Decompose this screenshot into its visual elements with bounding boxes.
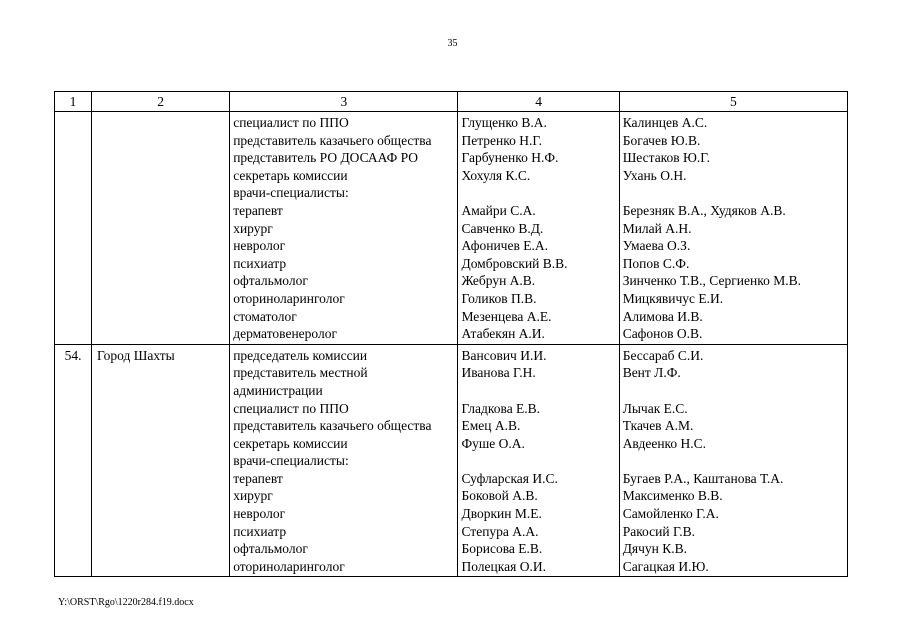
- main-member: Мезенцева А.Е.: [461, 308, 552, 324]
- reserve-member: Ткачев А.М.: [622, 418, 694, 434]
- commission-role: хирург: [233, 488, 273, 504]
- municipality-name: [92, 112, 230, 345]
- reserve-member: Ракосий Г.В.: [622, 523, 695, 539]
- reserve-member: Зинченко Т.В., Сергиенко М.В.: [622, 273, 801, 289]
- reserve-member: Березняк В.А., Худяков А.В.: [622, 202, 786, 218]
- column-header-3: 3: [230, 92, 458, 112]
- column-header-5: 5: [619, 92, 847, 112]
- reserve-member: Лычак Е.С.: [622, 400, 688, 416]
- commission-role: специалист по ППО: [233, 400, 349, 416]
- column-header-1: 1: [55, 92, 92, 112]
- reserve-member-cell: [619, 344, 847, 577]
- column-header-4: 4: [458, 92, 619, 112]
- reserve-member: Алимова И.В.: [622, 308, 703, 324]
- commission-role: врачи-специалисты:: [233, 185, 349, 201]
- main-member: Дворкин М.Е.: [461, 506, 542, 522]
- commission-role: терапевт: [233, 202, 283, 218]
- commission-role: психиатр: [233, 523, 287, 539]
- reserve-member: Шестаков Ю.Г.: [622, 150, 710, 166]
- commission-role: офтальмолог: [233, 273, 308, 289]
- commission-role: представитель РО ДОСААФ РО: [233, 150, 419, 166]
- main-member: Глущенко В.А.: [461, 115, 547, 130]
- municipality-name: Город Шахты: [92, 344, 230, 577]
- commission-role: невролог: [233, 506, 286, 522]
- main-member: Гарбуненко Н.Ф.: [461, 150, 559, 166]
- main-member-cell: [458, 344, 619, 577]
- reserve-member: Максименко В.В.: [622, 488, 723, 504]
- reserve-member: Авдеенко Н.С.: [622, 435, 707, 451]
- header-row: [55, 92, 848, 112]
- commission-role: представитель местной: [233, 365, 368, 381]
- reserve-member: Богачев Ю.В.: [622, 132, 701, 148]
- commission-role: невролог: [233, 238, 286, 254]
- commission-table: [54, 91, 848, 577]
- commission-role: секретарь комиссии: [233, 435, 348, 451]
- commission-role: хирург: [233, 220, 273, 236]
- reserve-member: Сагацкая И.Ю.: [622, 558, 709, 574]
- reserve-member: Вент Л.Ф.: [622, 365, 681, 381]
- main-member: Полецкая О.И.: [461, 558, 546, 574]
- reserve-member: Умаева О.З.: [622, 238, 691, 254]
- main-member: Атабекян А.И.: [461, 326, 545, 342]
- reserve-member: Ухань О.Н.: [622, 167, 687, 183]
- reserve-member: Дячун К.В.: [622, 541, 688, 557]
- commission-role: администрации: [233, 382, 323, 398]
- reserve-member-cell: [619, 112, 847, 345]
- reserve-member: Самойленко Г.А.: [622, 506, 719, 522]
- commission-role: стоматолог: [233, 308, 297, 324]
- main-member: Емец А.В.: [461, 418, 521, 434]
- page-number: 35: [447, 38, 458, 49]
- commission-role: дерматовенеролог: [233, 326, 338, 342]
- main-member: Жебрун А.В.: [461, 273, 536, 289]
- reserve-member: Бугаев Р.А., Каштанова Т.А.: [622, 470, 784, 486]
- main-member-cell: [458, 112, 619, 345]
- reserve-member: Калинцев А.С.: [622, 115, 708, 130]
- reserve-member: Бессараб С.И.: [622, 347, 704, 363]
- column-header-2: 2: [92, 92, 230, 112]
- commission-role: секретарь комиссии: [233, 167, 348, 183]
- commission-role: представитель казачьего общества: [233, 418, 432, 434]
- main-member: Голиков П.В.: [461, 290, 537, 306]
- main-member: Савченко В.Д.: [461, 220, 544, 236]
- main-member: Гладкова Е.В.: [461, 400, 541, 416]
- main-member: Домбровский В.В.: [461, 255, 568, 271]
- main-member: Афоничев Е.А.: [461, 238, 548, 254]
- commission-role: врачи-специалисты:: [233, 453, 349, 469]
- commission-role: оториноларинголог: [233, 558, 345, 574]
- reserve-member: Мицкявичус Е.И.: [622, 290, 724, 306]
- commission-role-cell: [230, 344, 458, 577]
- commission-role: специалист по ППО: [233, 115, 349, 130]
- main-member: Хохуля К.С.: [461, 167, 531, 183]
- commission-role: председатель комиссии: [233, 347, 368, 363]
- row-number: 54.: [55, 344, 92, 577]
- main-member: Боковой А.В.: [461, 488, 538, 504]
- table-body: [55, 112, 848, 577]
- commission-role-cell: [230, 112, 458, 345]
- main-member: Петренко Н.Г.: [461, 132, 543, 148]
- commission-role: представитель казачьего общества: [233, 132, 432, 148]
- row-number: [55, 112, 92, 345]
- commission-role: офтальмолог: [233, 541, 308, 557]
- main-member: Степура А.А.: [461, 523, 539, 539]
- main-member: Суфларская И.С.: [461, 470, 558, 486]
- reserve-member: Попов С.Ф.: [622, 255, 690, 271]
- commission-role: психиатр: [233, 255, 287, 271]
- reserve-member: Милай А.Н.: [622, 220, 692, 236]
- table-row: [55, 344, 848, 577]
- main-member: Амайри С.А.: [461, 202, 536, 218]
- main-member: Вансович И.И.: [461, 347, 547, 363]
- reserve-member: Сафонов О.В.: [622, 326, 703, 342]
- commission-role: терапевт: [233, 470, 283, 486]
- main-member: Иванова Г.Н.: [461, 365, 536, 381]
- table-row: [55, 112, 848, 345]
- commission-role: оториноларинголог: [233, 290, 345, 306]
- main-member: Фуше О.А.: [461, 435, 525, 451]
- file-path: Y:\ORST\Rgo\1220r284.f19.docx: [58, 597, 194, 608]
- main-member: Борисова Е.В.: [461, 541, 543, 557]
